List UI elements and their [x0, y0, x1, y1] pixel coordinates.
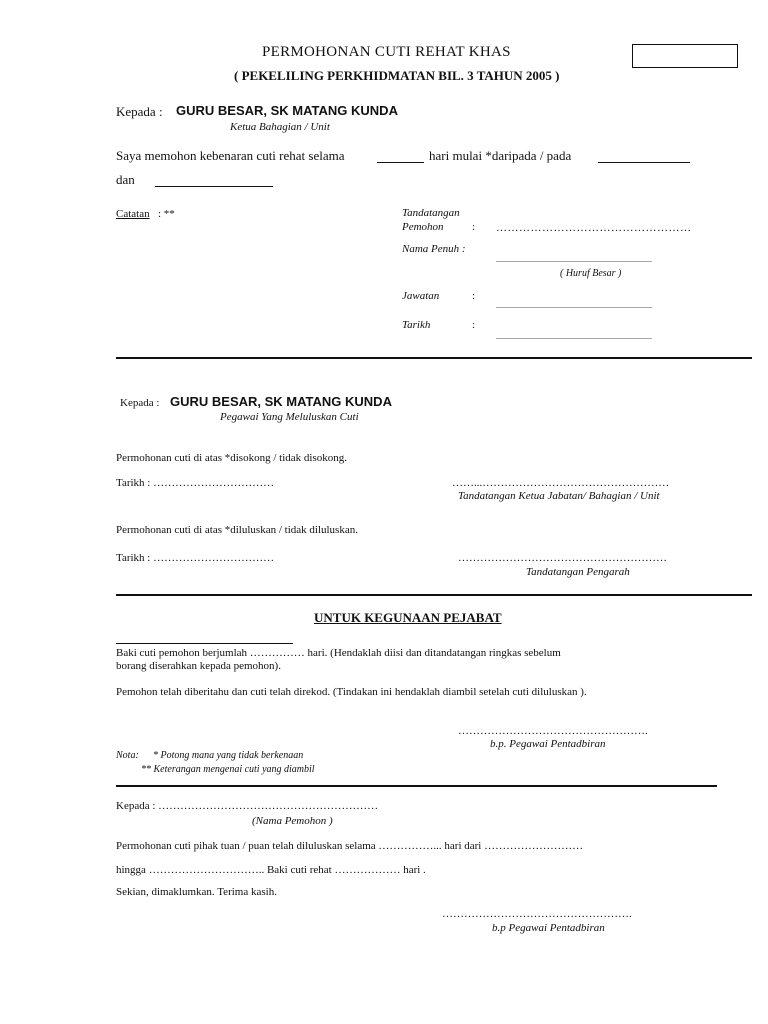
catatan-label: Catatan: [116, 208, 150, 220]
section-divider-1: [116, 357, 752, 359]
baki-text-2: borang diserahkan kepada pemohon).: [116, 660, 281, 672]
section-divider-2: [116, 594, 752, 596]
bp-caption-2: b.p Pegawai Pentadbiran: [492, 922, 605, 934]
days-field[interactable]: [377, 162, 424, 163]
sign-ketua-caption: Tandatangan Ketua Jabatan/ Bahagian / Unit: [458, 490, 660, 502]
lulus-text-2[interactable]: hingga ………………………….. Baki cuti rehat ……………… hari .: [116, 864, 426, 876]
end-date-field[interactable]: [155, 186, 273, 187]
signature-field[interactable]: ……………………………………………: [496, 222, 692, 234]
catatan-value: : **: [158, 208, 175, 220]
nama-penuh-field[interactable]: ..............................................................................: [496, 255, 652, 264]
jawatan-colon: :: [472, 290, 476, 302]
kepada-label: Kepada :: [116, 104, 163, 119]
bp-sign-field[interactable]: …………………………………………….: [458, 725, 648, 737]
pemohon-colon: :: [472, 221, 476, 233]
sekian-text: Sekian, dimaklumkan. Terima kasih.: [116, 886, 277, 898]
nama-penuh-label: Nama Penuh :: [402, 243, 466, 255]
recipient-role-2: Pegawai Yang Meluluskan Cuti: [220, 411, 359, 423]
reference-number-box[interactable]: [632, 44, 738, 68]
request-text-1: Saya memohon kebenaran cuti rehat selama: [116, 148, 345, 163]
kepada-label-2: Kepada :: [120, 397, 160, 409]
nota-1: * Potong mana yang tidak berkenaan: [153, 750, 304, 761]
form-subtitle: ( PEKELILING PERKHIDMATAN BIL. 3 TAHUN 2005 ): [234, 68, 560, 83]
baki-line: [116, 643, 293, 644]
huruf-besar-note: ( Huruf Besar ): [560, 268, 622, 279]
nota-2: ** Keterangan mengenai cuti yang diambil: [141, 764, 315, 775]
lulus-text-1[interactable]: Permohonan cuti pihak tuan / puan telah diluluskan selama ……………... hari dari ………………………: [116, 840, 584, 852]
section-divider-3: [116, 785, 717, 787]
diberitahu-text: Pemohon telah diberitahu dan cuti telah direkod. (Tindakan ini hendaklah diambil setelah cuti diluluskan ).: [116, 686, 587, 698]
tarikh-field[interactable]: ..............................................................................: [496, 332, 652, 341]
sign-ketua-field[interactable]: ……...……………………………………………: [452, 477, 670, 489]
kepada-pemohon-line[interactable]: Kepada : ……………………………………………………: [116, 800, 379, 812]
dan-label: dan: [116, 172, 135, 187]
jawatan-label: Jawatan: [402, 290, 440, 302]
sign-pengarah-field[interactable]: …………………………………………………: [458, 552, 667, 564]
sign-pengarah-caption: Tandatangan Pengarah: [526, 566, 630, 578]
recipient-role: Ketua Bahagian / Unit: [230, 121, 330, 133]
tandatangan-label: Tandatangan: [402, 207, 460, 219]
start-date-field[interactable]: [598, 162, 690, 163]
office-use-heading: UNTUK KEGUNAAN PEJABAT: [314, 610, 502, 625]
form-title: PERMOHONAN CUTI REHAT KHAS: [262, 44, 511, 60]
request-text-2: hari mulai *daripada / pada: [429, 148, 572, 163]
bp-caption: b.p. Pegawai Pentadbiran: [490, 738, 606, 750]
tarikh-lulus[interactable]: Tarikh : ……………………………: [116, 552, 275, 564]
pemohon-label: Pemohon: [402, 221, 444, 233]
nama-pemohon-caption: (Nama Pemohon ): [252, 815, 333, 827]
baki-text-1[interactable]: Baki cuti pemohon berjumlah …………… hari. (Hendaklah diisi dan ditandatangan ringkas sebelum: [116, 647, 561, 659]
disokong-text: Permohonan cuti di atas *disokong / tidak disokong.: [116, 452, 347, 464]
diluluskan-text: Permohonan cuti di atas *diluluskan / tidak diluluskan.: [116, 524, 358, 536]
recipient-name: GURU BESAR, SK MATANG KUNDA: [176, 103, 398, 118]
tarikh-sokong[interactable]: Tarikh : ……………………………: [116, 477, 275, 489]
tarikh-label: Tarikh: [402, 319, 431, 331]
bp-sign-field-2[interactable]: …………………………………………….: [442, 908, 632, 920]
nota-label: Nota:: [116, 750, 139, 761]
tarikh-colon: :: [472, 319, 476, 331]
jawatan-field[interactable]: ..............................................................................: [496, 301, 652, 310]
recipient-name-2: GURU BESAR, SK MATANG KUNDA: [170, 394, 392, 409]
